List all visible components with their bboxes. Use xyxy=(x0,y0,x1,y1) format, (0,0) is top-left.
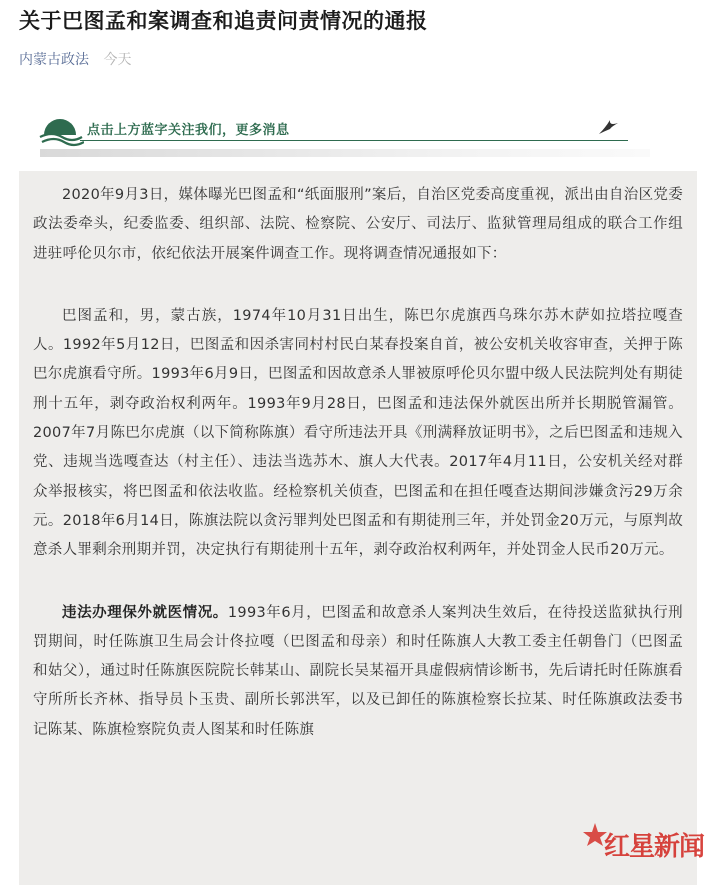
follow-banner[interactable] xyxy=(30,105,640,167)
follow-banner-text[interactable]: 点击上方蓝字关注我们，更多消息 xyxy=(87,123,290,138)
banner-shadow-bar xyxy=(40,149,650,157)
paragraph-medical-parole-text: 1993年6月，巴图孟和故意杀人案判决生效后，在待投送监狱执行刑罚期间，时任陈旗卫生局会计佟拉嘎（巴图孟和母亲）和时任陈旗人大教工委主任朝鲁门（巴图孟和姑父），通过时任陈旗医院院长韩某山、副院长吴某福开具虚假病情诊断书，先后请托时任陈旗看守所所长齐林、指导员卜玉贵、副所长郭洪军，以及已卸任的陈旗检察长拉某、时任陈旗政法委书记陈某、陈旗检察院负责人图某和时任陈旗 xyxy=(33,604,683,738)
paragraph-intro: 2020年9月3日，媒体曝光巴图孟和“纸面服刑”案后，自治区党委高度重视，派出由自治区党委政法委牵头，纪委监委、组织部、法院、检察院、公安厅、司法厅、监狱管理局组成的联合工作组进驻呼伦贝尔市，依纪依法开展案件调查工作。现将调查情况通报如下： xyxy=(33,187,683,262)
publish-date: 今天 xyxy=(103,52,132,68)
article-title: 关于巴图孟和案调查和追责问责情况的通报 xyxy=(19,9,428,33)
paragraph-medical-parole xyxy=(19,599,697,745)
watermark-text: 红星新闻 xyxy=(604,832,705,862)
watermark xyxy=(578,818,708,878)
article-body xyxy=(19,171,697,885)
banner-divider xyxy=(80,140,628,141)
section-heading: 违法办理保外就医情况。 xyxy=(62,604,228,621)
paragraph-background: 巴图孟和，男，蒙古族，1974年10月31日出生，陈巴尔虎旗西乌珠尔苏木萨如拉塔拉嘎查人。1992年5月12日，巴图孟和因杀害同村村民白某春投案自首，被公安机关收容审查，关押于陈巴尔虎旗看守所。1993年6月9日，巴图孟和因故意杀人罪被原呼伦贝尔盟中级人民法院判处有期徒刑十五年，剥夺政治权利两年。1993年9月28日，巴图孟和违法保外就医出所并长期脱管漏管。2007年7月陈巴尔虎旗（以下简称陈旗）看守所违法开具《刑满释放证明书》，之后巴图孟和违规入党、违规当选嘎查达（村主任）、违法当选苏木、旗人大代表。2017年4月11日，公安机关经对群众举报核实，将巴图孟和依法收监。经检察机关侦查，巴图孟和在担任嘎查达期间涉嫌贪污29万余元。2018年6月14日，陈旗法院以贪污罪判处巴图孟和有期徒刑三年，并处罚金20万元，与原判故意杀人罪剩余刑期并罚，决定执行有期徒刑十五年，剥夺政治权利两年，并处罚金人民币20万元。 xyxy=(33,307,683,559)
account-name-link[interactable]: 内蒙古政法 xyxy=(19,52,89,68)
article-meta xyxy=(19,50,131,70)
mountain-sun-icon xyxy=(38,113,84,149)
swallow-icon xyxy=(598,117,620,137)
